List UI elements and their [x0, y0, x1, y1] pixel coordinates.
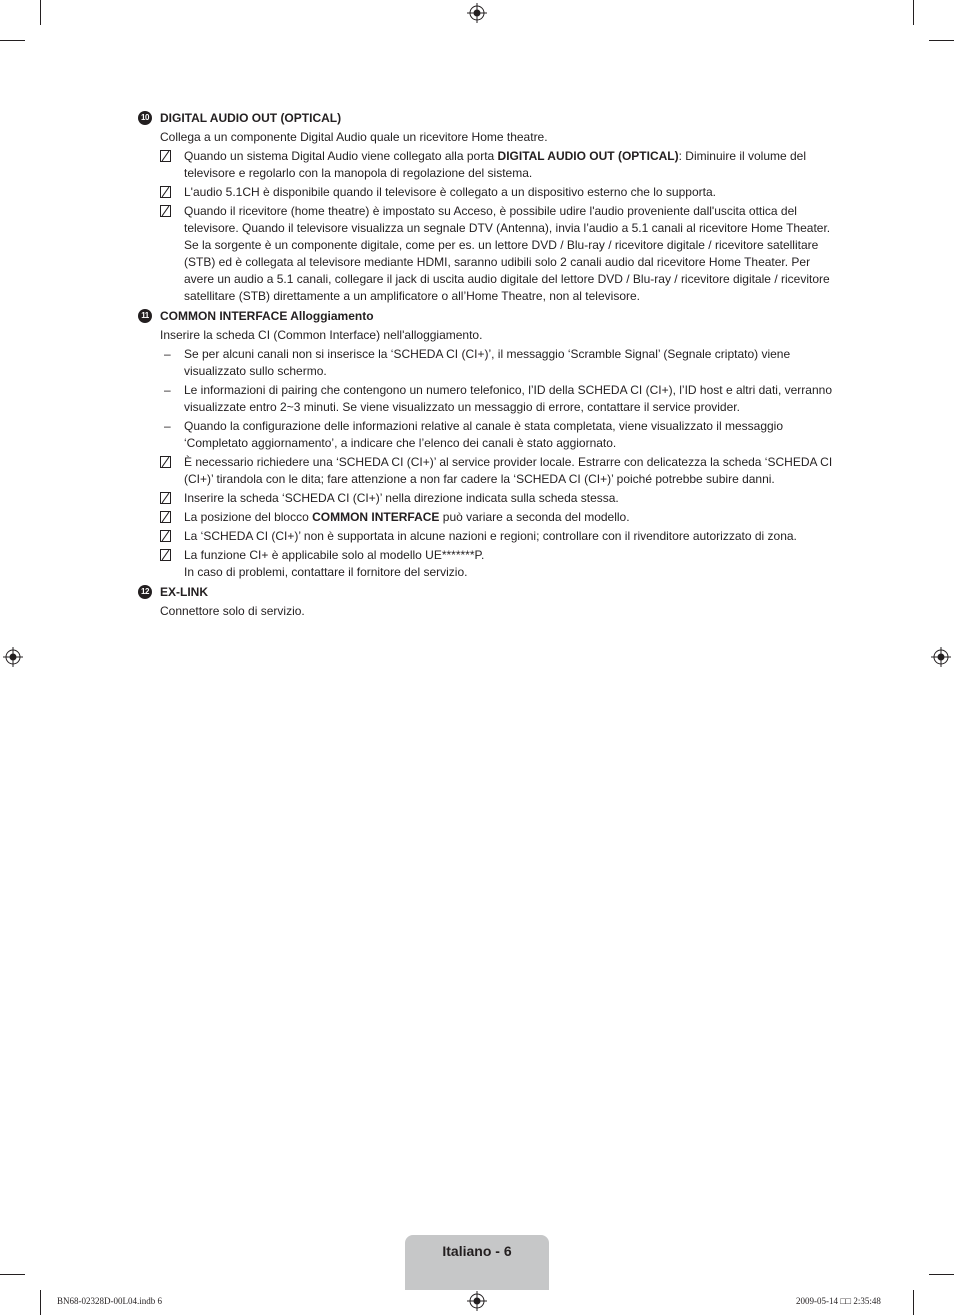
note-bold-text: COMMON INTERFACE [312, 510, 440, 524]
registration-mark-left-icon [3, 647, 23, 667]
section-heading [138, 308, 843, 325]
note-item [138, 547, 843, 581]
dash-text: Quando la configurazione delle informazioni relative al canale è stata completata, viene visualizzato il messaggio ‘Completato aggiornamento’, a indicare che l’elenco dei canali è stato aggiornato. [184, 419, 784, 450]
note-item [138, 490, 843, 507]
note-text: Quando il ricevitore (home theatre) è impostato su Acceso, è possibile udire l'audio proveniente dall'uscita ottica del televisore. Quando il televisore visualizza un segnale DTV (Antenna), invia l’audio a 5.1 canali al ricevitore Home Theater. Se la sorgente è un componente digitale, come per es. un lettore DVD / Blu-ray / ricevitore digitale / ricevitore satellitare (STB) ed è collegata al televisore mediante HDMI, saranno udibili solo 2 canali audio dal ricevitore Home Theater. Per avere un audio a 5.1 canali, collegare il jack di uscita audio digitale del lettore DVD / Blu-ray / ricevitore digitale / ricevitore satellitare (STB) direttamente a un amplificatore o all’Home Theatre, non al televisore. [184, 204, 831, 303]
note-text: La posizione del blocco [184, 510, 313, 524]
section-ex-link [138, 584, 843, 620]
dash-bullet: – [164, 383, 171, 397]
dash-item [138, 346, 843, 380]
note-text-end: può variare a seconda del modello. [439, 510, 630, 524]
note-icon [160, 549, 171, 561]
section-title: COMMON INTERFACE Alloggiamento [160, 309, 374, 323]
print-date-info: 2009-05-14 □□ 2:35:48 [796, 1296, 881, 1306]
page-number-tab [405, 1235, 549, 1290]
crop-mark-top-right-horizontal [929, 40, 954, 41]
dash-bullet: – [164, 419, 171, 433]
note-item [138, 148, 843, 182]
note-text-end: : Diminuire il volume del televisore e regolarlo con la manopola di regolazione del sistema. [184, 149, 807, 180]
note-icon [160, 150, 171, 162]
note-icon [160, 530, 171, 542]
dash-item [138, 382, 843, 416]
section-number-badge: 10 [138, 111, 152, 125]
section-description: Inserire la scheda CI (Common Interface) nell'alloggiamento. [160, 328, 483, 342]
section-title: EX-LINK [160, 585, 208, 599]
registration-mark-bottom-icon [467, 1291, 487, 1311]
note-icon [160, 186, 171, 198]
note-item [138, 509, 843, 526]
note-text: La ‘SCHEDA CI (CI+)’ non è supportata in alcune nazioni e regioni; controllare con il rivenditore autorizzato di zona. [184, 529, 797, 543]
crop-mark-bottom-left-vertical [40, 1290, 41, 1315]
crop-mark-top-left-vertical [40, 0, 41, 25]
note-item [138, 454, 843, 488]
note-text: L'audio 5.1CH è disponibile quando il televisore è collegato a un dispositivo esterno che lo supporta. [184, 185, 716, 199]
registration-mark-top-icon [467, 3, 487, 23]
dash-text: Le informazioni di pairing che contengono un numero telefonico, l’ID della SCHEDA CI (CI+), l’ID host e altri dati, verranno visualizzate entro 2~3 minuti. Se viene visualizzato un messaggio di errore, contattare il service provider. [184, 383, 832, 414]
section-number-badge: 11 [138, 309, 152, 323]
note-text: Inserire la scheda ‘SCHEDA CI (CI+)’ nella direzione indicata sulla scheda stessa. [184, 491, 619, 505]
note-icon [160, 492, 171, 504]
page-label: Italiano - 6 [442, 1243, 512, 1259]
crop-mark-top-left-horizontal [0, 40, 25, 41]
crop-mark-bottom-left-horizontal [0, 1274, 25, 1275]
note-bold-text: DIGITAL AUDIO OUT (OPTICAL) [497, 149, 679, 163]
note-text: La funzione CI+ è applicabile solo al modello UE*******P. [184, 548, 485, 562]
note-icon [160, 205, 171, 217]
section-heading [138, 110, 843, 127]
document-content [138, 110, 843, 623]
section-common-interface [138, 308, 843, 581]
crop-mark-bottom-right-vertical [913, 1290, 914, 1315]
crop-mark-top-right-vertical [913, 0, 914, 25]
note-text-continuation: In caso di problemi, contattare il fornitore del servizio. [184, 565, 468, 579]
note-icon [160, 456, 171, 468]
note-item [138, 184, 843, 201]
section-digital-audio-out [138, 110, 843, 305]
note-item [138, 528, 843, 545]
section-number-badge: 12 [138, 585, 152, 599]
note-text: È necessario richiedere una ‘SCHEDA CI (CI+)’ al service provider locale. Estrarre con delicatezza la scheda ‘SCHEDA CI (CI+)’ tirandola con le dita; fare attenzione a non far cadere la ‘SCHEDA CI (CI+)’ poiché potrebbe subire danni. [184, 455, 833, 486]
section-description: Collega a un componente Digital Audio quale un ricevitore Home theatre. [160, 130, 548, 144]
section-title: DIGITAL AUDIO OUT (OPTICAL) [160, 111, 342, 125]
section-heading [138, 584, 843, 601]
dash-bullet: – [164, 347, 171, 361]
note-text: Quando un sistema Digital Audio viene collegato alla porta [184, 149, 498, 163]
note-item [138, 203, 843, 305]
section-description: Connettore solo di servizio. [160, 604, 305, 618]
dash-text: Se per alcuni canali non si inserisce la ‘SCHEDA CI (CI+)’, il messaggio ‘Scramble Signal’ (Segnale criptato) viene visualizzato sullo schermo. [184, 347, 791, 378]
dash-item [138, 418, 843, 452]
print-file-info: BN68-02328D-00L04.indb 6 [57, 1296, 162, 1306]
registration-mark-right-icon [931, 647, 951, 667]
note-icon [160, 511, 171, 523]
crop-mark-bottom-right-horizontal [929, 1274, 954, 1275]
